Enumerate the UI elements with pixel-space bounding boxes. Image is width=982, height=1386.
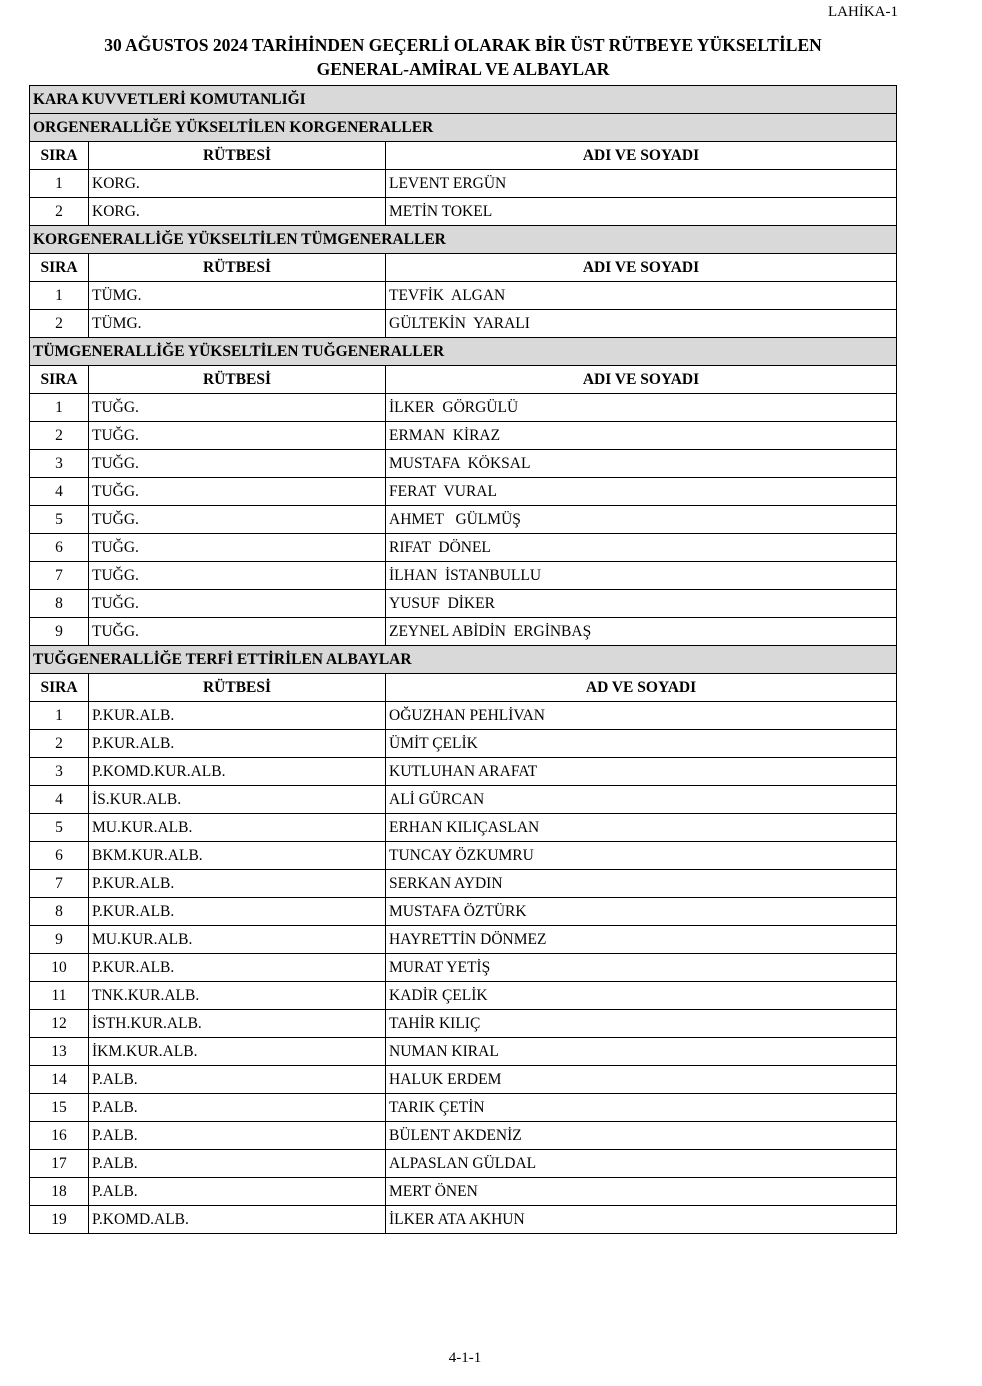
table-row (30, 954, 897, 982)
row-rank: MU.KUR.ALB. (89, 814, 386, 842)
header-sira: SIRA (30, 142, 89, 170)
row-rank: TUĞG. (89, 478, 386, 506)
row-full-name: AHMET GÜLMÜŞ (386, 506, 897, 534)
row-rank: TUĞG. (89, 618, 386, 646)
row-number: 4 (30, 786, 89, 814)
row-number: 8 (30, 590, 89, 618)
annex-label: LAHİKA-1 (828, 4, 898, 20)
table-row (30, 198, 897, 226)
title-line-1: 30 AĞUSTOS 2024 TARİHİNDEN GEÇERLİ OLARAK BİR ÜST RÜTBEYE YÜKSELTİLEN (104, 35, 822, 55)
row-full-name: MUSTAFA ÖZTÜRK (386, 898, 897, 926)
header-adi-soyadi: AD VE SOYADI (386, 674, 897, 702)
row-full-name: TARIK ÇETİN (386, 1094, 897, 1122)
header-sira: SIRA (30, 254, 89, 282)
promotion-table-body (30, 86, 897, 1234)
header-rutbesi: RÜTBESİ (89, 366, 386, 394)
row-number: 6 (30, 842, 89, 870)
title-line-2: GENERAL-AMİRAL VE ALBAYLAR (316, 59, 610, 79)
table-row (30, 478, 897, 506)
section-title: KORGENERALLİĞE YÜKSELTİLEN TÜMGENERALLER (30, 226, 897, 254)
section-header-row (30, 338, 897, 366)
row-number: 2 (30, 310, 89, 338)
table-row (30, 1150, 897, 1178)
row-number: 1 (30, 702, 89, 730)
row-number: 8 (30, 898, 89, 926)
table-row (30, 702, 897, 730)
row-full-name: MUSTAFA KÖKSAL (386, 450, 897, 478)
table-row (30, 898, 897, 926)
table-row (30, 982, 897, 1010)
row-number: 13 (30, 1038, 89, 1066)
row-full-name: FERAT VURAL (386, 478, 897, 506)
table-row (30, 310, 897, 338)
row-full-name: KADİR ÇELİK (386, 982, 897, 1010)
row-rank: İSTH.KUR.ALB. (89, 1010, 386, 1038)
row-rank: TUĞG. (89, 450, 386, 478)
header-rutbesi: RÜTBESİ (89, 142, 386, 170)
row-rank: P.KUR.ALB. (89, 954, 386, 982)
header-sira: SIRA (30, 674, 89, 702)
section-header-row (30, 114, 897, 142)
command-header-row (30, 86, 897, 114)
row-rank: P.ALB. (89, 1150, 386, 1178)
row-full-name: ALPASLAN GÜLDAL (386, 1150, 897, 1178)
table-row (30, 814, 897, 842)
row-rank: P.ALB. (89, 1094, 386, 1122)
row-number: 19 (30, 1206, 89, 1234)
row-number: 5 (30, 814, 89, 842)
row-rank: P.KUR.ALB. (89, 702, 386, 730)
section-title: TUĞGENERALLİĞE TERFİ ETTİRİLEN ALBAYLAR (30, 646, 897, 674)
table-row (30, 170, 897, 198)
row-number: 14 (30, 1066, 89, 1094)
row-full-name: ZEYNEL ABİDİN ERGİNBAŞ (386, 618, 897, 646)
row-full-name: OĞUZHAN PEHLİVAN (386, 702, 897, 730)
row-number: 3 (30, 758, 89, 786)
row-number: 1 (30, 394, 89, 422)
row-full-name: KUTLUHAN ARAFAT (386, 758, 897, 786)
row-number: 2 (30, 422, 89, 450)
promotion-table (29, 85, 897, 1234)
table-row (30, 1206, 897, 1234)
table-row (30, 870, 897, 898)
row-full-name: ERMAN KİRAZ (386, 422, 897, 450)
column-header-row (30, 366, 897, 394)
column-header-row (30, 142, 897, 170)
row-full-name: İLKER GÖRGÜLÜ (386, 394, 897, 422)
row-number: 2 (30, 198, 89, 226)
row-number: 6 (30, 534, 89, 562)
table-row (30, 422, 897, 450)
row-full-name: METİN TOKEL (386, 198, 897, 226)
row-number: 16 (30, 1122, 89, 1150)
row-full-name: MERT ÖNEN (386, 1178, 897, 1206)
table-row (30, 1010, 897, 1038)
command-title: KARA KUVVETLERİ KOMUTANLIĞI (30, 86, 897, 114)
table-row (30, 926, 897, 954)
table-row (30, 730, 897, 758)
table-row (30, 842, 897, 870)
column-header-row (30, 254, 897, 282)
table-row (30, 590, 897, 618)
row-number: 10 (30, 954, 89, 982)
row-rank: P.KUR.ALB. (89, 898, 386, 926)
row-full-name: GÜLTEKİN YARALI (386, 310, 897, 338)
row-full-name: LEVENT ERGÜN (386, 170, 897, 198)
table-row (30, 618, 897, 646)
row-full-name: İLHAN İSTANBULLU (386, 562, 897, 590)
header-adi-soyadi: ADI VE SOYADI (386, 254, 897, 282)
table-row (30, 450, 897, 478)
table-row (30, 394, 897, 422)
row-rank: TUĞG. (89, 534, 386, 562)
row-rank: KORG. (89, 198, 386, 226)
row-full-name: MURAT YETİŞ (386, 954, 897, 982)
row-full-name: HAYRETTİN DÖNMEZ (386, 926, 897, 954)
row-rank: P.KUR.ALB. (89, 730, 386, 758)
row-rank: İS.KUR.ALB. (89, 786, 386, 814)
header-rutbesi: RÜTBESİ (89, 254, 386, 282)
row-full-name: TEVFİK ALGAN (386, 282, 897, 310)
row-rank: P.ALB. (89, 1066, 386, 1094)
row-rank: TÜMG. (89, 310, 386, 338)
table-row (30, 786, 897, 814)
row-full-name: NUMAN KIRAL (386, 1038, 897, 1066)
row-full-name: RIFAT DÖNEL (386, 534, 897, 562)
row-number: 15 (30, 1094, 89, 1122)
row-full-name: YUSUF DİKER (386, 590, 897, 618)
row-rank: İKM.KUR.ALB. (89, 1038, 386, 1066)
table-row (30, 506, 897, 534)
row-rank: MU.KUR.ALB. (89, 926, 386, 954)
table-row (30, 1122, 897, 1150)
row-number: 5 (30, 506, 89, 534)
row-rank: TUĞG. (89, 422, 386, 450)
header-adi-soyadi: ADI VE SOYADI (386, 142, 897, 170)
row-number: 9 (30, 926, 89, 954)
row-number: 7 (30, 562, 89, 590)
table-row (30, 1094, 897, 1122)
row-rank: P.ALB. (89, 1122, 386, 1150)
header-adi-soyadi: ADI VE SOYADI (386, 366, 897, 394)
row-number: 3 (30, 450, 89, 478)
row-full-name: TAHİR KILIÇ (386, 1010, 897, 1038)
row-rank: P.KUR.ALB. (89, 870, 386, 898)
table-row (30, 1066, 897, 1094)
row-full-name: SERKAN AYDIN (386, 870, 897, 898)
row-full-name: BÜLENT AKDENİZ (386, 1122, 897, 1150)
table-row (30, 562, 897, 590)
section-title: TÜMGENERALLİĞE YÜKSELTİLEN TUĞGENERALLER (30, 338, 897, 366)
header-sira: SIRA (30, 366, 89, 394)
row-full-name: HALUK ERDEM (386, 1066, 897, 1094)
page-number: 4-1-1 (448, 1350, 482, 1366)
row-number: 7 (30, 870, 89, 898)
row-rank: P.ALB. (89, 1178, 386, 1206)
row-number: 11 (30, 982, 89, 1010)
row-rank: TUĞG. (89, 590, 386, 618)
column-header-row (30, 674, 897, 702)
row-number: 1 (30, 282, 89, 310)
section-header-row (30, 226, 897, 254)
row-rank: KORG. (89, 170, 386, 198)
section-title: ORGENERALLİĞE YÜKSELTİLEN KORGENERALLER (30, 114, 897, 142)
row-rank: TUĞG. (89, 562, 386, 590)
row-full-name: ÜMİT ÇELİK (386, 730, 897, 758)
row-rank: TUĞG. (89, 506, 386, 534)
document-title (30, 33, 896, 81)
row-rank: TÜMG. (89, 282, 386, 310)
row-number: 4 (30, 478, 89, 506)
row-rank: TUĞG. (89, 394, 386, 422)
row-number: 17 (30, 1150, 89, 1178)
table-row (30, 758, 897, 786)
row-number: 2 (30, 730, 89, 758)
table-row (30, 282, 897, 310)
row-full-name: TUNCAY ÖZKUMRU (386, 842, 897, 870)
row-number: 1 (30, 170, 89, 198)
row-rank: BKM.KUR.ALB. (89, 842, 386, 870)
row-rank: TNK.KUR.ALB. (89, 982, 386, 1010)
row-number: 18 (30, 1178, 89, 1206)
table-row (30, 1038, 897, 1066)
row-full-name: ERHAN KILIÇASLAN (386, 814, 897, 842)
row-number: 9 (30, 618, 89, 646)
row-number: 12 (30, 1010, 89, 1038)
row-full-name: İLKER ATA AKHUN (386, 1206, 897, 1234)
section-header-row (30, 646, 897, 674)
row-full-name: ALİ GÜRCAN (386, 786, 897, 814)
table-row (30, 534, 897, 562)
header-rutbesi: RÜTBESİ (89, 674, 386, 702)
row-rank: P.KOMD.ALB. (89, 1206, 386, 1234)
row-rank: P.KOMD.KUR.ALB. (89, 758, 386, 786)
table-row (30, 1178, 897, 1206)
